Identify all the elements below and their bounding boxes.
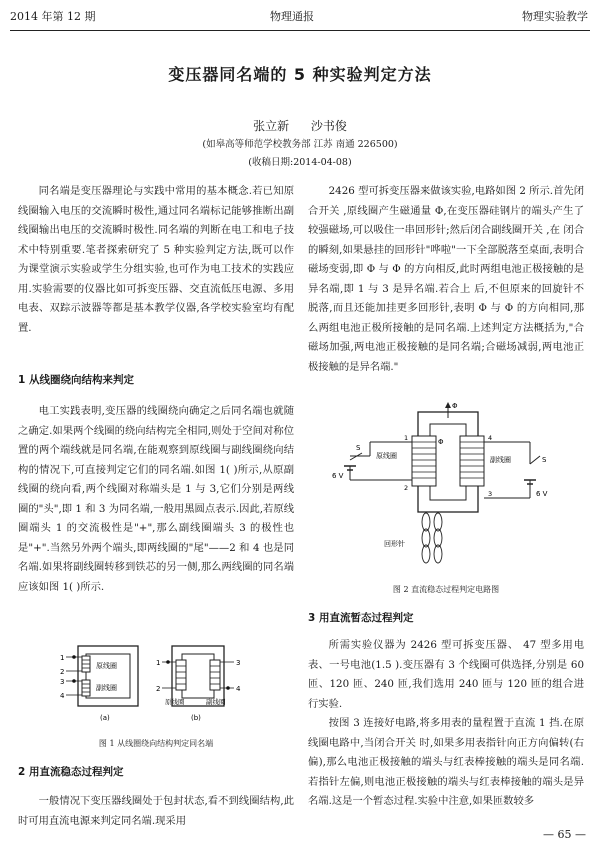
- fig1b-core-inner: [182, 654, 214, 698]
- fig1b-terminal-2: 2: [156, 685, 161, 693]
- fig1b-terminal-4: 4: [236, 685, 241, 693]
- fig1a-dot-3: [72, 679, 76, 683]
- fig2-flux-label-2: Φ: [438, 438, 444, 446]
- section1-paragraph: 电工实践表明,变压器的线圈绕向确定之后同名端也就随之确定.如果两个线圈的绕向结构完全相同,则处于空间对称位置的两个端线就是同名端,在能观察到原线圈与副线圈绕向结构的情况下,可直接判定它们的同名端.如图 1( )所示,从原副线圈的绕向看,两个线圈对称端头是 1 与 3,它们分别是两线圈的"头",即 1 和 3 为同名端,一般用黑圆点表示.因此,若原线圈端头 1 的交流极性是"+",那么副线圈端头 3 的极性也是"+".当然另外两个端头,即两线圈的"尾"——2 和 4 也是同名端.如果将副线圈转移到铁芯的另一侧,那么两线圈的同名端应该如图 1( )所示.: [18, 405, 294, 593]
- fig2-secondary-label: 副线圈: [490, 456, 511, 464]
- fig2-terminal-2: 2: [404, 484, 409, 492]
- section3-paragraph-2: 按图 3 连接好电路,将多用表的量程置于直流 1 挡.在原线圈电路中,当闭合开关 时,如果多用表指针向正方向偏转(右偏),那么电池正极接触的端头与红表棒接触的端头是同名端.若指针左偏,则电池正极接触的端头与红表棒接触的端头是异名端.这是一个暂态过程.实验中注意,如果匝数较多: [308, 717, 584, 807]
- fig1b-dot-4: [226, 686, 230, 690]
- fig2-primary-label: 原线圈: [376, 452, 397, 460]
- fig2-terminal-3: 3: [488, 490, 493, 498]
- authors: 张立新 沙书俊: [253, 119, 347, 133]
- fig1b-secondary-coil: [210, 660, 220, 690]
- fig1b-terminal-3: 3: [236, 659, 241, 667]
- fig2-left-battery-label: 6 V: [332, 472, 344, 480]
- fig2-flux-arrowhead-1: [445, 402, 451, 408]
- figure-2: [330, 398, 560, 573]
- fig1-sub-b: (b): [191, 714, 201, 722]
- figure-1-caption: 图 1 从线圈绕向结构判定同名端: [98, 739, 214, 748]
- issue-label: 2014 年第 12 期: [10, 10, 96, 23]
- received-date: (收稿日期:2014-04-08): [248, 157, 352, 168]
- article-title: 变压器同名端的 5 种实验判定方法: [168, 65, 432, 84]
- fig2-left-switch-label: S: [356, 444, 361, 452]
- fig2-right-battery-label: 6 V: [536, 490, 548, 498]
- column-name: 物理实验教学: [522, 10, 588, 23]
- journal-name: 物理通报: [270, 10, 314, 23]
- affiliation: (如皋高等师范学校教务部 江苏 南通 226500): [202, 139, 398, 150]
- section1-heading: 1 从线圈绕向结构来判定: [18, 374, 134, 386]
- section3-paragraph-1: 所需实验仪器为 2426 型可拆变压器、 47 型多用电表、一号电池(1.5 ).变压器有 3 个线圈可供选择,分别是 60 匝、120 匝、240 匝,我们选用 240 匝与 120 匝的组合进行实验.: [308, 639, 584, 710]
- section2-heading: 2 用直流稳态过程判定: [18, 766, 124, 778]
- fig2-flux-label-1: Φ: [452, 402, 458, 410]
- fig1-sub-a: (a): [100, 714, 110, 722]
- continuation-paragraph: 2426 型可拆变压器来做该实验,电路如图 2 所示.首先闭合开关 ,原线圈产生磁通量 Φ,在变压器硅钢片的端头产生了较强磁场,可以吸住一串回形针;然后闭合副线圈开关 ,在 闭合的瞬刻,如果悬挂的回形针"哗啦"一下全部脱落至桌面,表明合磁场变弱,即 Φ 与 Φ 的方向相反,此时两组电池正极接触的是异名端,即 1 与 3 是异名端.若合上 后,不但原来的回旋针不脱落,而且还能加挂更多回形针,表明 Φ 与 Φ 的方向相同,那么两组电池正极所接触的是同名端.上述判定方法概括为,"合磁场加强,两电池正极接触的是同名端;合磁场减弱,两电池正极接触的是异名端.": [308, 185, 584, 373]
- fig1a-terminal-3: 3: [60, 678, 65, 686]
- fig1b-dot-1: [166, 660, 170, 664]
- fig2-terminal-4: 4: [488, 434, 493, 442]
- fig1a-primary-label: 原线圈: [96, 662, 117, 670]
- intro-paragraph: 同名端是变压器理论与实践中常用的基本概念.若已知原线圈输入电压的交流瞬时极性,通过同名端标记能够推断出副线圈输出电压的交流瞬时极性.同名端的判断在电工和电子技术中特别重要.笔者探索研究了 5 种实验判定方法,既可以作为课堂演示实验或学生分组实验,也可作为电工技术的实践应用.实验需要的仪器比如可拆变压器、交直流低压电源、多用电表、双踪示波器等都是基本教学仪器,各学校实验室均有配置.: [18, 185, 294, 334]
- header-rule: [10, 30, 590, 31]
- fig1a-secondary-label: 副线圈: [96, 684, 117, 692]
- fig1b-primary-label: 原线圈: [165, 698, 185, 706]
- fig1a-core-outer: [78, 646, 138, 706]
- fig1a-dot-1: [72, 655, 76, 659]
- fig1a-terminal-1: 1: [60, 654, 65, 662]
- fig1b-secondary-label: 副线圈: [206, 698, 226, 706]
- section2-paragraph: 一般情况下变压器线圈处于包封状态,看不到线圈结构,此时可用直流电源来判定同名端.现采用: [18, 795, 294, 827]
- fig1b-primary-coil: [176, 660, 186, 690]
- fig2-right-switch: [530, 456, 540, 464]
- section3-heading: 3 用直流暂态过程判定: [308, 612, 414, 624]
- fig2-secondary-coil: [460, 436, 484, 486]
- figure-1: [60, 640, 250, 725]
- page-number: — 65 —: [543, 828, 586, 841]
- fig1a-terminal-2: 2: [60, 668, 65, 676]
- fig2-primary-coil: [412, 436, 436, 486]
- fig2-right-switch-label: S: [542, 456, 547, 464]
- fig1b-terminal-1: 1: [156, 659, 161, 667]
- figure-2-caption: 图 2 直流稳态过程判定电路图: [392, 585, 500, 594]
- fig2-paperclip-label: 回形针: [384, 540, 405, 548]
- fig2-paperclips: [422, 513, 442, 563]
- fig1a-terminal-4: 4: [60, 692, 65, 700]
- fig2-terminal-1: 1: [404, 434, 409, 442]
